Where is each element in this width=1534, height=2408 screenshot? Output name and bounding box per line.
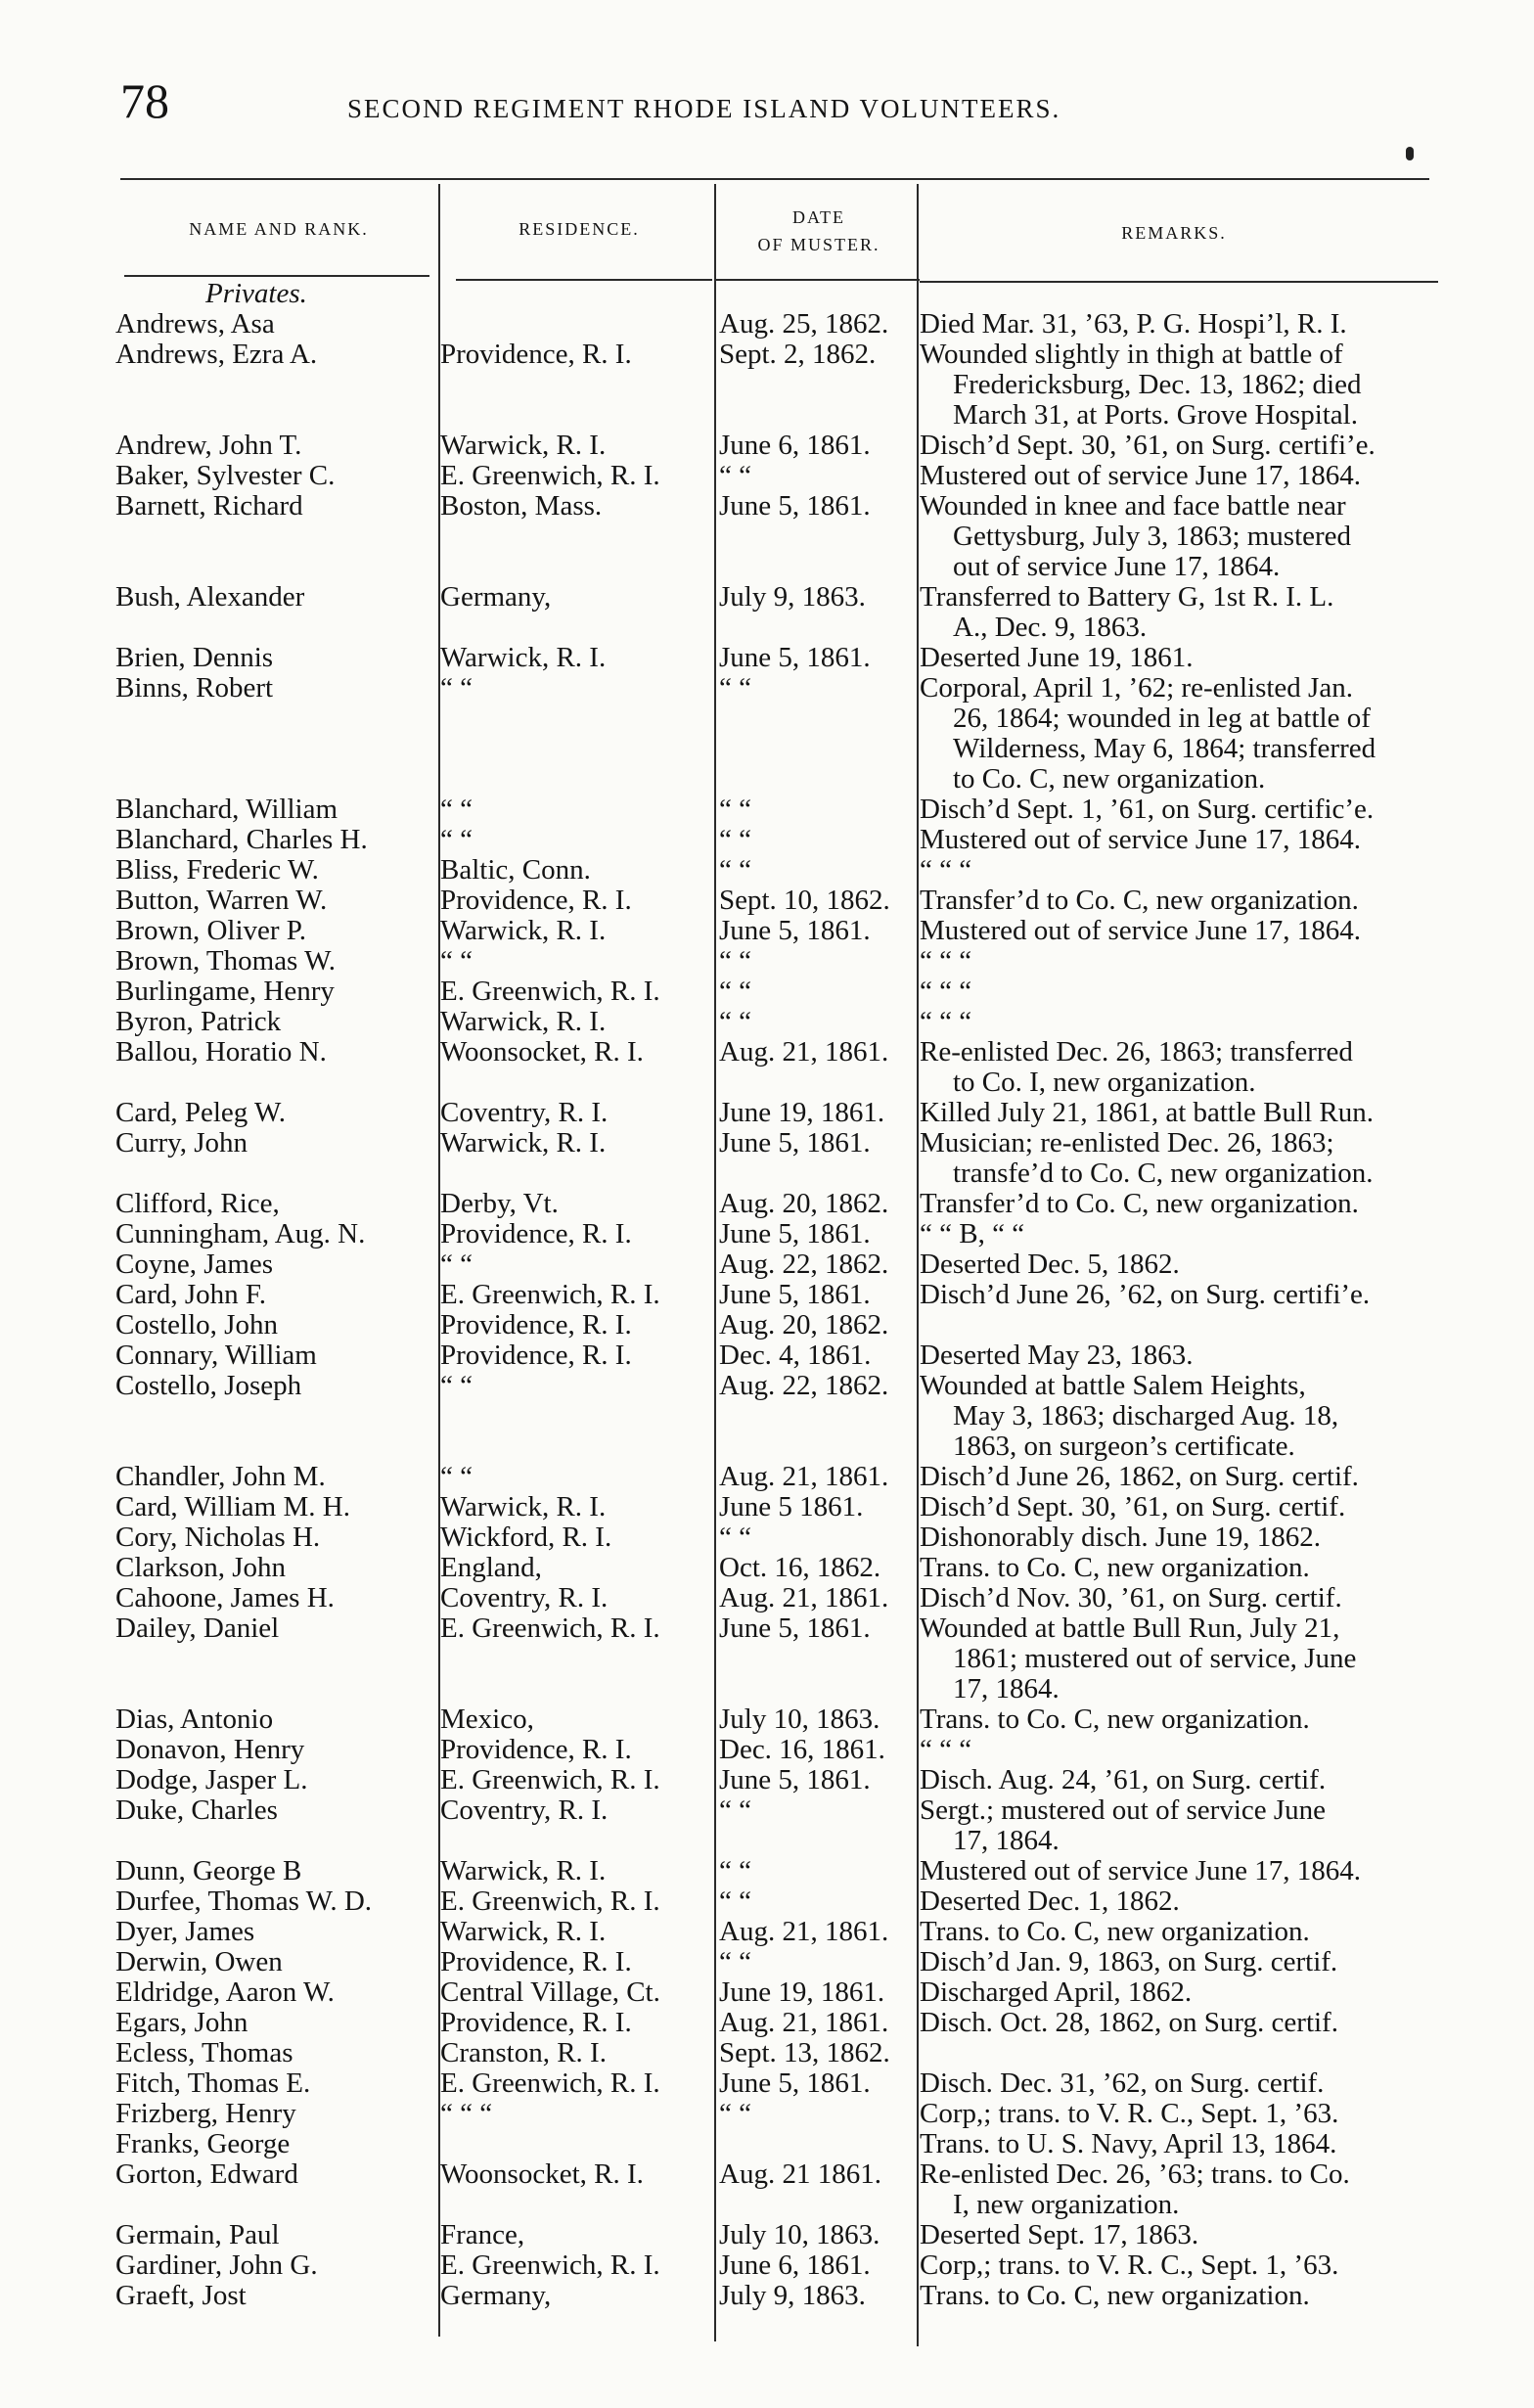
soldier-name: Dias, Antonio <box>115 1704 274 1735</box>
roster-continuation-line <box>0 613 1534 643</box>
soldier-name: Coyne, James <box>115 1249 274 1280</box>
roster-entry <box>0 946 1534 977</box>
residence: Warwick, R. I. <box>440 915 607 946</box>
muster-date: June 5, 1861. <box>719 915 871 946</box>
roster-entry <box>0 2220 1534 2250</box>
soldier-name: Durfee, Thomas W. D. <box>115 1886 373 1917</box>
remarks: Disch. Dec. 31, ’62, on Surg. certif. <box>920 2067 1325 2099</box>
soldier-name: Cahoone, James H. <box>115 1582 335 1613</box>
roster-entry <box>0 1310 1534 1340</box>
remarks: Trans. to U. S. Navy, April 13, 1864. <box>920 2128 1337 2159</box>
soldier-name: Andrews, Asa <box>115 308 275 340</box>
residence: Warwick, R. I. <box>440 1491 607 1522</box>
muster-date: July 9, 1863. <box>719 581 866 613</box>
roster-entry <box>0 1189 1534 1219</box>
roster-continuation-line <box>0 522 1534 552</box>
muster-date: Sept. 13, 1862. <box>719 2037 890 2068</box>
remarks: 17, 1864. <box>953 1825 1060 1856</box>
muster-date: Dec. 4, 1861. <box>719 1340 872 1371</box>
soldier-name: Baker, Sylvester C. <box>115 460 336 491</box>
header-date-line-2: OF MUSTER. <box>757 235 880 254</box>
muster-date: June 19, 1861. <box>719 1976 885 2008</box>
muster-date: July 9, 1863. <box>719 2280 866 2311</box>
residence: Woonsocket, R. I. <box>440 1036 644 1068</box>
residence: Warwick, R. I. <box>440 1006 607 1037</box>
muster-date: “ “ <box>719 1006 751 1037</box>
remarks: transfe’d to Co. C, new organization. <box>953 1158 1374 1189</box>
remarks: Disch’d June 26, ’62, on Surg. certifi’e. <box>920 1279 1371 1310</box>
remarks: Deserted June 19, 1861. <box>920 642 1194 673</box>
roster-entry <box>0 1795 1534 1826</box>
residence: E. Greenwich, R. I. <box>440 1279 660 1310</box>
remarks: Transfer’d to Co. C, new organization. <box>920 1188 1359 1219</box>
muster-date: Aug. 21, 1861. <box>719 1036 889 1068</box>
roster-entry <box>0 1704 1534 1735</box>
residence: Woonsocket, R. I. <box>440 2158 644 2190</box>
soldier-name: Gorton, Edward <box>115 2158 298 2190</box>
remarks: Re-enlisted Dec. 26, ’63; trans. to Co. <box>920 2158 1350 2190</box>
muster-date: Aug. 22, 1862. <box>719 1249 889 1280</box>
muster-date: “ “ <box>719 1855 751 1886</box>
remarks: I, new organization. <box>953 2189 1180 2220</box>
remarks: Wilderness, May 6, 1864; transferred <box>953 733 1376 764</box>
muster-date: Aug. 21, 1861. <box>719 1461 889 1492</box>
muster-date: Aug. 21, 1861. <box>719 1916 889 1947</box>
muster-date: July 10, 1863. <box>719 2219 880 2250</box>
muster-date: June 5, 1861. <box>719 1279 871 1310</box>
muster-date: Aug. 21, 1861. <box>719 2007 889 2038</box>
soldier-name: Fitch, Thomas E. <box>115 2067 311 2099</box>
soldier-name: Brown, Oliver P. <box>115 915 306 946</box>
header-remarks: REMARKS. <box>1121 223 1227 243</box>
remarks: Corp,; trans. to V. R. C., Sept. 1, ’63. <box>920 2098 1339 2129</box>
page-number: 78 <box>120 73 169 128</box>
remarks: Disch. Oct. 28, 1862, on Surg. certif. <box>920 2007 1338 2038</box>
roster-entry <box>0 1735 1534 1765</box>
soldier-name: Brown, Thomas W. <box>115 945 337 977</box>
remarks: Trans. to Co. C, new organization. <box>920 1704 1310 1735</box>
soldier-name: Chandler, John M. <box>115 1461 326 1492</box>
muster-date: June 19, 1861. <box>719 1097 885 1128</box>
roster-entry <box>0 1249 1534 1280</box>
muster-date: June 5, 1861. <box>719 1613 871 1644</box>
roster-continuation-line <box>0 400 1534 431</box>
remarks: 26, 1864; wounded in leg at battle of <box>953 703 1371 734</box>
soldier-name: Card, Peleg W. <box>115 1097 286 1128</box>
residence: E. Greenwich, R. I. <box>440 2067 660 2099</box>
residence: “ “ <box>440 1249 473 1280</box>
muster-date: “ “ <box>719 794 751 825</box>
remarks: Discharged April, 1862. <box>920 1976 1193 2008</box>
soldier-name: Dyer, James <box>115 1916 255 1947</box>
muster-date: Aug. 20, 1862. <box>719 1309 889 1340</box>
residence: Providence, R. I. <box>440 1946 632 1977</box>
residence: Warwick, R. I. <box>440 1855 607 1886</box>
muster-date: “ “ <box>719 976 751 1007</box>
roster-continuation-line <box>0 1644 1534 1674</box>
muster-roll <box>0 309 1534 2311</box>
muster-date: “ “ <box>719 945 751 977</box>
soldier-name: Byron, Patrick <box>115 1006 282 1037</box>
residence: E. Greenwich, R. I. <box>440 1886 660 1917</box>
roster-entry <box>0 1765 1534 1795</box>
roster-entry <box>0 1492 1534 1522</box>
soldier-name: Barnett, Richard <box>115 490 303 522</box>
residence: Warwick, R. I. <box>440 642 607 673</box>
roster-entry <box>0 309 1534 340</box>
muster-date: “ “ <box>719 1886 751 1917</box>
remarks: Wounded slightly in thigh at battle of <box>920 339 1343 370</box>
muster-date: “ “ <box>719 824 751 855</box>
roster-entry <box>0 1522 1534 1553</box>
soldier-name: Curry, John <box>115 1127 248 1159</box>
soldier-name: Blanchard, Charles H. <box>115 824 368 855</box>
soldier-name: Duke, Charles <box>115 1795 278 1826</box>
residence: Boston, Mass. <box>440 490 603 522</box>
remarks: Corporal, April 1, ’62; re-enlisted Jan. <box>920 672 1353 704</box>
soldier-name: Cunningham, Aug. N. <box>115 1218 366 1249</box>
remarks: Wounded at battle Salem Heights, <box>920 1370 1306 1401</box>
residence: Derby, Vt. <box>440 1188 559 1219</box>
soldier-name: Ecless, Thomas <box>115 2037 293 2068</box>
roster-entry <box>0 1340 1534 1371</box>
muster-date: Aug. 20, 1862. <box>719 1188 889 1219</box>
roster-entry <box>0 1037 1534 1068</box>
residence: “ “ <box>440 1370 473 1401</box>
remarks: Disch’d June 26, 1862, on Surg. certif. <box>920 1461 1359 1492</box>
residence: Warwick, R. I. <box>440 430 607 461</box>
remarks: “ “ B, “ “ <box>920 1218 1025 1249</box>
muster-date: “ “ <box>719 672 751 704</box>
roster-entry <box>0 795 1534 825</box>
residence: Warwick, R. I. <box>440 1127 607 1159</box>
remarks: Deserted Dec. 5, 1862. <box>920 1249 1180 1280</box>
muster-date: June 6, 1861. <box>719 2249 871 2281</box>
residence: Coventry, R. I. <box>440 1097 609 1128</box>
residence: France, <box>440 2219 525 2250</box>
muster-date: June 5 1861. <box>719 1491 864 1522</box>
residence: Baltic, Conn. <box>440 854 591 886</box>
roster-continuation-line <box>0 1826 1534 1856</box>
roster-entry <box>0 491 1534 522</box>
residence: Germany, <box>440 2280 552 2311</box>
remarks: Deserted Sept. 17, 1863. <box>920 2219 1199 2250</box>
residence: Mexico, <box>440 1704 534 1735</box>
header-underline-date <box>716 279 920 281</box>
roster-entry <box>0 2159 1534 2190</box>
remarks: Corp,; trans. to V. R. C., Sept. 1, ’63. <box>920 2249 1339 2281</box>
soldier-name: Connary, William <box>115 1340 317 1371</box>
remarks: Died Mar. 31, ’63, P. G. Hospi’l, R. I. <box>920 308 1347 340</box>
residence: Providence, R. I. <box>440 1734 632 1765</box>
roster-continuation-line <box>0 552 1534 582</box>
remarks: March 31, at Ports. Grove Hospital. <box>953 399 1358 431</box>
roster-continuation-line <box>0 370 1534 400</box>
residence: Germany, <box>440 581 552 613</box>
roster-entry <box>0 2008 1534 2038</box>
roster-entry <box>0 582 1534 613</box>
remarks: Disch’d Nov. 30, ’61, on Surg. certif. <box>920 1582 1342 1613</box>
roster-continuation-line <box>0 2190 1534 2220</box>
residence: Coventry, R. I. <box>440 1582 609 1613</box>
remarks: Transferred to Battery G, 1st R. I. L. <box>920 581 1334 613</box>
residence: “ “ “ <box>440 2098 493 2129</box>
roster-entry <box>0 1917 1534 1947</box>
roster-entry <box>0 2068 1534 2099</box>
roster-entry <box>0 825 1534 855</box>
remarks: Gettysburg, July 3, 1863; mustered <box>953 521 1352 552</box>
remarks: Mustered out of service June 17, 1864. <box>920 460 1362 491</box>
remarks: Mustered out of service June 17, 1864. <box>920 915 1362 946</box>
roster-entry <box>0 431 1534 461</box>
roster-entry <box>0 1553 1534 1583</box>
remarks: Mustered out of service June 17, 1864. <box>920 824 1362 855</box>
soldier-name: Andrews, Ezra A. <box>115 339 318 370</box>
roster-entry <box>0 1371 1534 1401</box>
soldier-name: Frizberg, Henry <box>115 2098 296 2129</box>
muster-date: “ “ <box>719 1795 751 1826</box>
soldier-name: Andrew, John T. <box>115 430 302 461</box>
roster-entry <box>0 1280 1534 1310</box>
muster-date: “ “ <box>719 1946 751 1977</box>
remarks: “ “ “ <box>920 945 972 977</box>
soldier-name: Costello, Joseph <box>115 1370 302 1401</box>
muster-date: June 6, 1861. <box>719 430 871 461</box>
remarks: 1863, on surgeon’s certificate. <box>953 1431 1295 1462</box>
header-date-line-1: DATE <box>792 207 845 227</box>
roster-continuation-line <box>0 1674 1534 1704</box>
roster-entry <box>0 1977 1534 2008</box>
muster-date: Aug. 25, 1862. <box>719 308 889 340</box>
roster-entry <box>0 855 1534 886</box>
roster-entry <box>0 977 1534 1007</box>
remarks: “ “ “ <box>920 976 972 1007</box>
remarks: to Co. I, new organization. <box>953 1067 1256 1098</box>
soldier-name: Dunn, George B <box>115 1855 302 1886</box>
remarks: May 3, 1863; discharged Aug. 18, <box>953 1400 1339 1431</box>
roster-entry <box>0 673 1534 704</box>
remarks: Trans. to Co. C, new organization. <box>920 1916 1310 1947</box>
roster-continuation-line <box>0 704 1534 734</box>
residence: England, <box>440 1552 542 1583</box>
remarks: to Co. C, new organization. <box>953 763 1266 795</box>
roster-entry <box>0 461 1534 491</box>
soldier-name: Brien, Dennis <box>115 642 274 673</box>
residence: Providence, R. I. <box>440 1340 632 1371</box>
remarks: Mustered out of service June 17, 1864. <box>920 1855 1362 1886</box>
soldier-name: Bush, Alexander <box>115 581 305 613</box>
residence: “ “ <box>440 1461 473 1492</box>
muster-date: June 5, 1861. <box>719 642 871 673</box>
remarks: Fredericksburg, Dec. 13, 1862; died <box>953 369 1362 400</box>
remarks: “ “ “ <box>920 854 972 886</box>
muster-date: June 5, 1861. <box>719 1218 871 1249</box>
residence: E. Greenwich, R. I. <box>440 2249 660 2281</box>
residence: E. Greenwich, R. I. <box>440 976 660 1007</box>
soldier-name: Clarkson, John <box>115 1552 286 1583</box>
remarks: out of service June 17, 1864. <box>953 551 1281 582</box>
muster-date: Aug. 22, 1862. <box>719 1370 889 1401</box>
muster-date: “ “ <box>719 854 751 886</box>
section-label: Privates. <box>205 278 307 309</box>
muster-date: June 5, 1861. <box>719 490 871 522</box>
muster-date: Dec. 16, 1861. <box>719 1734 885 1765</box>
roster-entry <box>0 916 1534 946</box>
remarks: Deserted Dec. 1, 1862. <box>920 1886 1180 1917</box>
roster-continuation-line <box>0 1159 1534 1189</box>
soldier-name: Burlingame, Henry <box>115 976 335 1007</box>
roster-entry <box>0 340 1534 370</box>
roster-entry <box>0 1947 1534 1977</box>
header-underline-residence <box>456 279 712 281</box>
soldier-name: Dodge, Jasper L. <box>115 1764 308 1795</box>
soldier-name: Eldridge, Aaron W. <box>115 1976 335 2008</box>
soldier-name: Ballou, Horatio N. <box>115 1036 327 1068</box>
roster-entry <box>0 1613 1534 1644</box>
remarks: “ “ “ <box>920 1006 972 1037</box>
roster-entry <box>0 2038 1534 2068</box>
roster-entry <box>0 1886 1534 1917</box>
residence: “ “ <box>440 945 473 977</box>
header-name: NAME AND RANK. <box>189 219 369 239</box>
soldier-name: Clifford, Rice, <box>115 1188 280 1219</box>
roster-entry <box>0 1098 1534 1128</box>
header-underline-name <box>124 275 429 277</box>
remarks: Re-enlisted Dec. 26, 1863; transferred <box>920 1036 1353 1068</box>
soldier-name: Bliss, Frederic W. <box>115 854 319 886</box>
residence: E. Greenwich, R. I. <box>440 1764 660 1795</box>
header-underline-remarks <box>920 281 1438 283</box>
remarks: 17, 1864. <box>953 1673 1060 1704</box>
soldier-name: Blanchard, William <box>115 794 338 825</box>
residence: Providence, R. I. <box>440 1309 632 1340</box>
muster-date: June 5, 1861. <box>719 2067 871 2099</box>
muster-date: June 5, 1861. <box>719 1127 871 1159</box>
roster-entry <box>0 886 1534 916</box>
residence: E. Greenwich, R. I. <box>440 460 660 491</box>
remarks: Transfer’d to Co. C, new organization. <box>920 885 1359 916</box>
roster-entry <box>0 1007 1534 1037</box>
remarks: Disch’d Sept. 30, ’61, on Surg. certif. <box>920 1491 1346 1522</box>
residence: Warwick, R. I. <box>440 1916 607 1947</box>
remarks: Killed July 21, 1861, at battle Bull Run. <box>920 1097 1374 1128</box>
remarks: Musician; re-enlisted Dec. 26, 1863; <box>920 1127 1334 1159</box>
soldier-name: Egars, John <box>115 2007 248 2038</box>
remarks: Dishonorably disch. June 19, 1862. <box>920 1522 1321 1553</box>
remarks: Trans. to Co. C, new organization. <box>920 2280 1310 2311</box>
roster-entry <box>0 2129 1534 2159</box>
remarks: Disch’d Jan. 9, 1863, on Surg. certif. <box>920 1946 1338 1977</box>
muster-date: Sept. 2, 1862. <box>719 339 877 370</box>
remarks: 1861; mustered out of service, June <box>953 1643 1357 1674</box>
remarks: Disch’d Sept. 30, ’61, on Surg. certifi’e. <box>920 430 1376 461</box>
residence: “ “ <box>440 672 473 704</box>
soldier-name: Graeft, Jost <box>115 2280 247 2311</box>
muster-date: “ “ <box>719 2098 751 2129</box>
muster-date: “ “ <box>719 460 751 491</box>
soldier-name: Germain, Paul <box>115 2219 280 2250</box>
remarks: Trans. to Co. C, new organization. <box>920 1552 1310 1583</box>
roster-continuation-line <box>0 734 1534 764</box>
remarks: Disch. Aug. 24, ’61, on Surg. certif. <box>920 1764 1327 1795</box>
muster-date: Aug. 21 1861. <box>719 2158 881 2190</box>
residence: E. Greenwich, R. I. <box>440 1613 660 1644</box>
soldier-name: Dailey, Daniel <box>115 1613 280 1644</box>
residence: Providence, R. I. <box>440 885 632 916</box>
soldier-name: Costello, John <box>115 1309 278 1340</box>
residence: Providence, R. I. <box>440 2007 632 2038</box>
roster-entry <box>0 1462 1534 1492</box>
residence: Coventry, R. I. <box>440 1795 609 1826</box>
header-residence: RESIDENCE. <box>519 219 640 239</box>
muster-date: July 10, 1863. <box>719 1704 880 1735</box>
soldier-name: Button, Warren W. <box>115 885 328 916</box>
remarks: A., Dec. 9, 1863. <box>953 612 1148 643</box>
residence: “ “ <box>440 824 473 855</box>
residence: Providence, R. I. <box>440 339 632 370</box>
running-head: SECOND REGIMENT RHODE ISLAND VOLUNTEERS. <box>347 94 1061 123</box>
soldier-name: Derwin, Owen <box>115 1946 283 1977</box>
muster-date: Oct. 16, 1862. <box>719 1552 881 1583</box>
remarks: Wounded at battle Bull Run, July 21, <box>920 1613 1340 1644</box>
roster-entry <box>0 1856 1534 1886</box>
residence: Cranston, R. I. <box>440 2037 607 2068</box>
remarks: Deserted May 23, 1863. <box>920 1340 1194 1371</box>
muster-date: Aug. 21, 1861. <box>719 1582 889 1613</box>
remarks: Wounded in knee and face battle near <box>920 490 1346 522</box>
roster-entry <box>0 2281 1534 2311</box>
roster-continuation-line <box>0 1401 1534 1431</box>
remarks: “ “ “ <box>920 1734 972 1765</box>
soldier-name: Gardiner, John G. <box>115 2249 318 2281</box>
roster-entry <box>0 1219 1534 1249</box>
roster-entry <box>0 643 1534 673</box>
residence: “ “ <box>440 794 473 825</box>
top-rule <box>120 178 1429 180</box>
dot-mark <box>1406 147 1414 160</box>
soldier-name: Card, William M. H. <box>115 1491 350 1522</box>
soldier-name: Cory, Nicholas H. <box>115 1522 321 1553</box>
residence: Providence, R. I. <box>440 1218 632 1249</box>
roster-continuation-line <box>0 1068 1534 1098</box>
residence: Wickford, R. I. <box>440 1522 612 1553</box>
remarks: Sergt.; mustered out of service June <box>920 1795 1327 1826</box>
soldier-name: Binns, Robert <box>115 672 274 704</box>
roster-continuation-line <box>0 1431 1534 1462</box>
muster-date: June 5, 1861. <box>719 1764 871 1795</box>
soldier-name: Card, John F. <box>115 1279 266 1310</box>
roster-entry <box>0 2250 1534 2281</box>
muster-date: Sept. 10, 1862. <box>719 885 890 916</box>
roster-continuation-line <box>0 764 1534 795</box>
roster-entry <box>0 1128 1534 1159</box>
residence: Central Village, Ct. <box>440 1976 660 2008</box>
muster-date: “ “ <box>719 1522 751 1553</box>
soldier-name: Donavon, Henry <box>115 1734 305 1765</box>
remarks: Disch’d Sept. 1, ’61, on Surg. certific’e. <box>920 794 1375 825</box>
roster-entry <box>0 1583 1534 1613</box>
roster-entry <box>0 2099 1534 2129</box>
soldier-name: Franks, George <box>115 2128 291 2159</box>
